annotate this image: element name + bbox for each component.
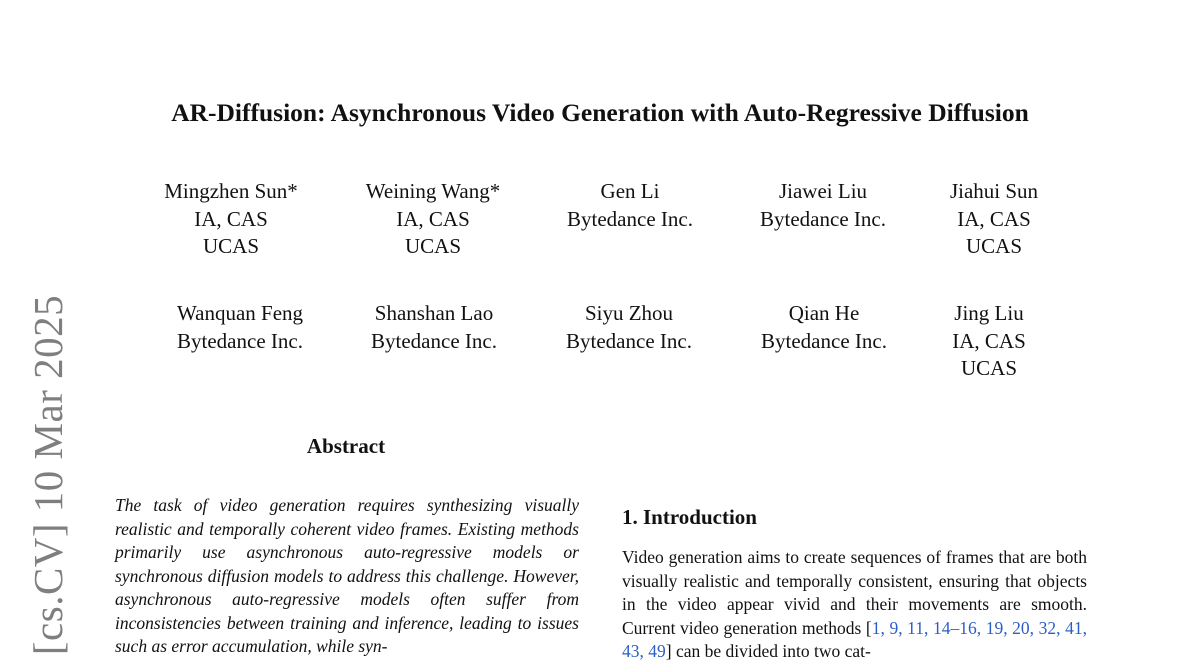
author-block — [140, 300, 340, 355]
author-name: Qian He — [788, 301, 860, 325]
author-block — [889, 300, 1089, 383]
author-affiliation: UCAS — [404, 234, 462, 258]
author-affiliation: Bytedance Inc. — [177, 328, 303, 353]
author-name: Jing Liu — [954, 301, 1024, 325]
abstract-text: The task of video generation requires synthesizing visually realistic and temporally coherent video frames. Existing methods primarily use asynchronous auto-regressive models or synchronous diffusion models to address this challenge. However, asynchronous auto-regressive models often suffer from inconsistencies between training and inference, leading to issues such as error accumulation, while syn- — [115, 495, 579, 656]
author-block — [333, 178, 533, 261]
author-affiliation: Bytedance Inc. — [371, 328, 497, 353]
author-affiliation: Bytedance Inc. — [566, 328, 692, 353]
introduction-text — [622, 546, 1087, 664]
author-affiliation: IA, CAS — [396, 206, 470, 231]
section-heading-introduction: 1. Introduction — [622, 505, 757, 529]
introduction-text-part: ] can be divided into two cat- — [665, 641, 871, 661]
author-name: Jiawei Liu — [778, 179, 868, 203]
author-affiliation: Bytedance Inc. — [567, 206, 693, 231]
author-affiliation: IA, CAS — [952, 328, 1026, 353]
author-block — [334, 300, 534, 355]
author-block — [529, 300, 729, 355]
author-name: Wanquan Feng — [176, 301, 304, 325]
paper-title: AR-Diffusion: Asynchronous Video Generation with Auto-Regressive Diffusion — [171, 98, 1029, 127]
citation-links[interactable]: 1, 9, 11, 14–16, 19, 20, 32, 41, 43, 49 — [622, 617, 1087, 661]
abstract-heading: Abstract — [306, 434, 386, 458]
author-block — [723, 178, 923, 233]
author-name: Siyu Zhou — [584, 301, 674, 325]
author-name: Gen Li — [600, 179, 660, 203]
arxiv-stamp: [cs.CV] 10 Mar 2025 — [25, 294, 71, 656]
author-block — [894, 178, 1094, 261]
author-affiliation: Bytedance Inc. — [760, 206, 886, 231]
author-block — [530, 178, 730, 233]
author-affiliation: UCAS — [960, 356, 1018, 380]
author-name: Weining Wang* — [365, 179, 501, 203]
author-affiliation: IA, CAS — [957, 206, 1031, 231]
author-affiliation: UCAS — [202, 234, 260, 258]
author-affiliation: Bytedance Inc. — [761, 328, 887, 353]
author-name: Shanshan Lao — [374, 301, 494, 325]
author-affiliation: UCAS — [965, 234, 1023, 258]
author-affiliation: IA, CAS — [194, 206, 268, 231]
author-name: Jiahui Sun — [949, 179, 1039, 203]
introduction-text-part: Video generation aims to create sequences of frames that are both visually realistic and temporally consistent, ensuring that objects in the video appear vivid and their movements are smooth. Current video generation methods [ — [622, 547, 1087, 638]
author-name: Mingzhen Sun* — [164, 179, 298, 203]
author-block — [131, 178, 331, 261]
